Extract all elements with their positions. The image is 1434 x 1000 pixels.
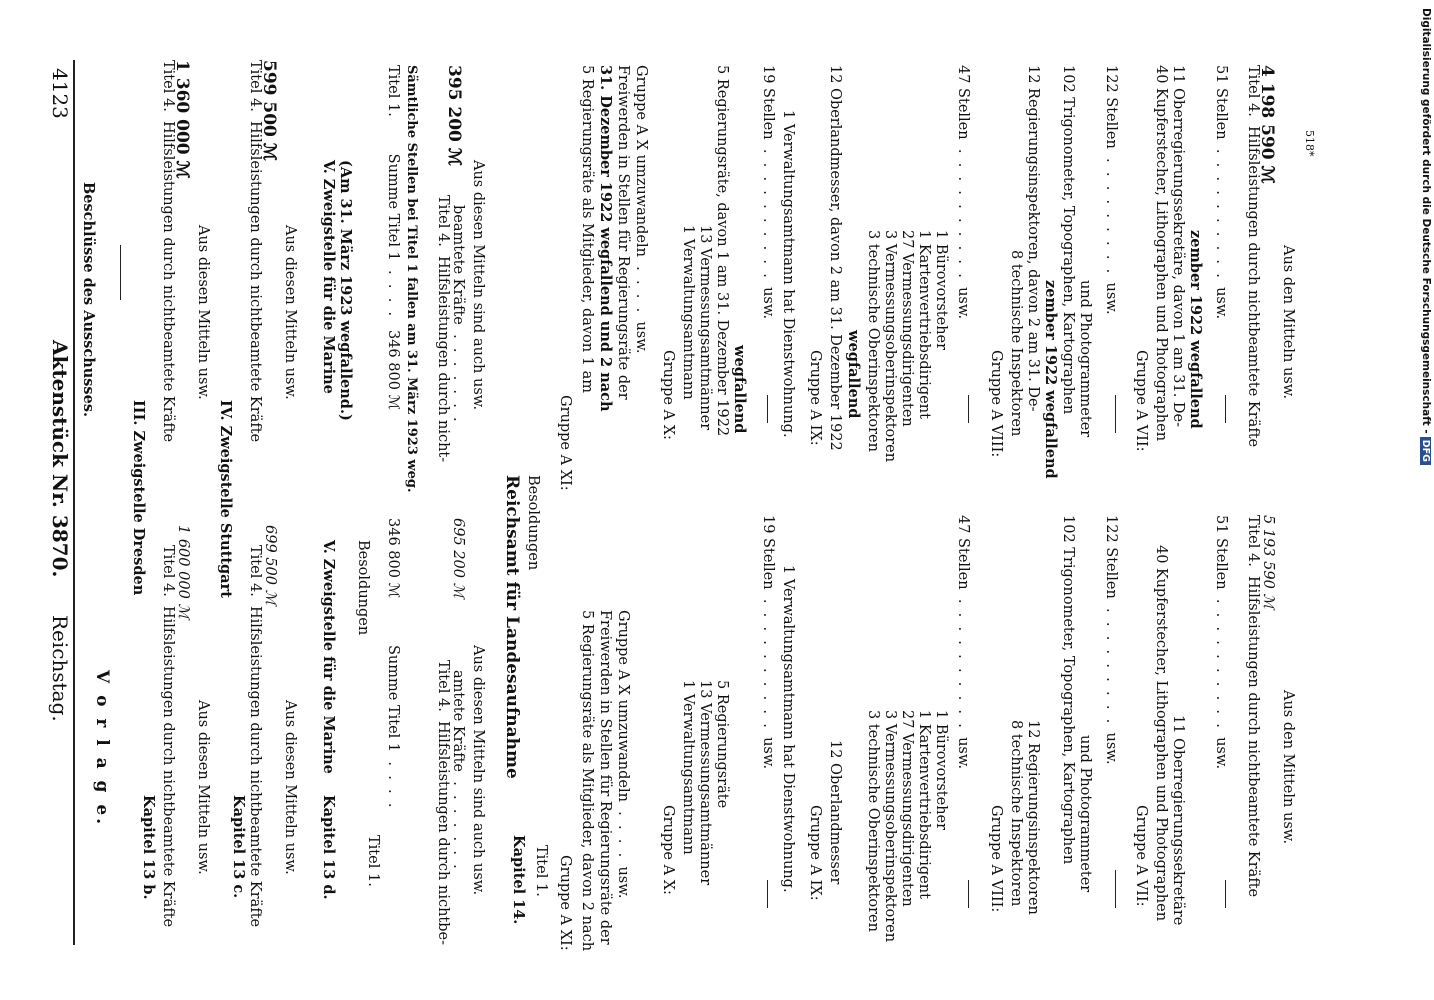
k13b-sub: Aus diesen Mitteln usw.: [195, 700, 211, 875]
dresden-sub: Aus diesen Mitteln usw.: [195, 225, 211, 400]
dresden-amount: 1 360 000 ℳ: [172, 60, 192, 179]
r-gix-sum-rule: [968, 395, 969, 423]
k13c-line: Titel 4. Hilfsleistungen durch nichtbeamtete Kräfte: [247, 545, 263, 928]
k13d-sub: Aus diesen Mitteln sind auch usw.: [470, 645, 486, 896]
r-gxi-line-1: 5 Regierungsräte als Mitglieder, davon 1 am: [579, 65, 595, 393]
r-gvii-line-2: 11 Oberregierungssekretäre, davon 1 am 31. De-: [1170, 65, 1186, 428]
r-gx-label: Gruppe A X:: [660, 350, 676, 440]
k13c-amount: 699 500 ℳ: [262, 525, 278, 606]
r-k14-sub: Aus den Mitteln usw.: [1280, 245, 1296, 400]
r-gx-note: 1 Verwaltungsamtmann hat Dienstwohnung.: [780, 110, 796, 438]
gviii-stellen: 122 Stellen . . . . . . . . . usw.: [1103, 515, 1119, 765]
besoldungen-heading-2: Besoldungen: [525, 475, 541, 571]
r-gvii-line-3: zember 1922 wegfallend: [1187, 230, 1204, 429]
r-gviii-line-2: 12 Regierungsinspektoren, davon 2 am 31. De-: [1025, 65, 1041, 412]
gix-line-1: 12 Oberlandmesser: [827, 740, 843, 885]
r-gvii-label: Gruppe A VII:: [1133, 350, 1149, 452]
gx-label: Gruppe A X:: [660, 805, 676, 895]
k13d-titel4-amount: 695 200 ℳ: [450, 518, 466, 599]
stuttgart-amount: 599 500 ℳ: [259, 60, 279, 161]
r-gviii-stellen: 122 Stellen . . . . . . . . . usw.: [1103, 65, 1119, 315]
r-gviii-line-1: 8 technische Inspektoren: [1008, 250, 1024, 437]
gxi-line-1: 5 Regierungsräte als Mitglieder, davon 2 nach: [579, 610, 595, 952]
vorlage-heading: V o r l a g e.: [92, 670, 112, 828]
gxi-label: Gruppe A XI:: [557, 855, 573, 951]
stuttgart-sub: Aus diesen Mitteln usw.: [282, 225, 298, 400]
k14-titel1: Titel 1.: [533, 845, 549, 897]
marine-titel4b: beamtete Kräfte . . . . . . .: [450, 205, 466, 422]
digitization-credit-text: Digitalisierung gefördert durch die Deutsche Forschungsgemeinschaft -: [1420, 8, 1432, 434]
r-gxi-line-2: 31. Dezember 1922 wegfallend und 2 nach: [597, 65, 614, 412]
gviii-line-2: 12 Regierungsinspektoren: [1025, 720, 1041, 915]
gx-line-2: 13 Vermessungsamtmänner: [697, 680, 713, 886]
gvii-line-2: 11 Oberregierungssekretäre: [1170, 715, 1186, 926]
marine-heading-2: (Am 31. März 1923 wegfallend.): [337, 160, 354, 421]
r-gix-line-6: 1 Kartenvertriebsdirigent: [916, 230, 932, 419]
heading-rule: [120, 245, 121, 300]
k13c-label: Kapitel 13 c.: [230, 795, 247, 899]
beschluesse-heading: Beschlüsse des Ausschusses.: [80, 182, 97, 418]
gix-line-3: 3 technische Oberinspektoren: [865, 710, 881, 932]
gix-line-4: 3 Vermessungsoberinspektoren: [882, 710, 898, 943]
iii-heading: III. Zweigstelle Dresden: [130, 400, 147, 596]
besoldungen-heading: Besoldungen: [355, 540, 371, 636]
k14-sub: Aus den Mitteln usw.: [1280, 690, 1296, 845]
marine-note: Sämtliche Stellen bei Titel 1 fallen am 31. März 1923 weg.: [404, 65, 419, 493]
gix-line-7: 1 Bürovorsteher: [933, 710, 949, 831]
gvii-stellen: 51 Stellen . . . . . . . . . . usw.: [1213, 515, 1229, 770]
stuttgart-line: Titel 4. Hilfsleistungen durch nichtbeamtete Kräfte: [247, 60, 263, 443]
gix-label: Gruppe A IX:: [807, 805, 823, 901]
k14-titel4: Titel 4. Hilfsleistungen durch nichtbeamtete Kräfte: [1245, 515, 1261, 898]
gxi-line-3: Gruppe A X umzuwandeln . . . . usw.: [615, 610, 631, 899]
gix-line-6: 1 Kartenvertriebsdirigent: [916, 710, 932, 899]
gx-line-3: 5 Regierungsräte: [714, 680, 730, 809]
gviii-sum-rule: [1115, 870, 1116, 908]
marine-titel4-amount: 395 200 ℳ: [444, 65, 464, 166]
r-gviii-label: Gruppe A VIII:: [988, 350, 1004, 458]
k13c-sub: Aus diesen Mitteln usw.: [282, 700, 298, 875]
k13d-titel4b: amtete Kräfte . . . . . . .: [450, 670, 466, 869]
k14-titel4-amount: 5 193 590 ℳ: [1260, 515, 1276, 609]
gvii-line-1: 40 Kupferstecher, Lithographen und Photographen: [1153, 545, 1169, 922]
r-gix-line-7: 1 Bürovorsteher: [933, 230, 949, 351]
gix-stellen: 47 Stellen . . . . . . . . . . usw.: [955, 515, 971, 770]
gxi-line-2: Freiwerden in Stellen für Regierungsräte der: [597, 610, 613, 945]
r-gx-sum-rule: [767, 395, 768, 423]
r-gviii-line-4: 102 Trigonometer, Topographen, Kartographen: [1060, 65, 1076, 415]
gx-sum-rule: [767, 880, 768, 908]
k13d-titel1: Titel 1.: [365, 835, 381, 887]
header-rule: [73, 60, 75, 945]
marine-titel1: Titel 1. Summe Titel 1 . . . . 346 800 ℳ: [385, 65, 401, 411]
k13b-amount: 1 600 000 ℳ: [175, 525, 191, 619]
k13b-label: Kapitel 13 b.: [140, 795, 157, 900]
r-gx-line-1: 1 Verwaltungsamtmann: [680, 225, 696, 400]
header-title: Aktenstück Nr. 3870.: [48, 340, 72, 578]
gx-stellen: 19 Stellen . . . . . . . . . . usw.: [760, 515, 776, 770]
header-left: Reichstag.: [48, 615, 72, 722]
gix-line-5: 27 Vermessungsdirigenten: [899, 710, 915, 907]
marine-titel4a: Titel 4. Hilfsleistungen durch nicht-: [435, 195, 451, 463]
r-gxi-line-4: Gruppe A X umzuwandeln . . . . usw.: [633, 65, 649, 354]
gviii-line-1: 8 technische Inspektoren: [1008, 720, 1024, 907]
digitization-credit: [1420, 8, 1432, 465]
page-number: 4123: [48, 68, 72, 119]
gviii-line-5: und Photogrammeter: [1077, 735, 1093, 893]
k13d-summe: Summe Titel 1 . . . .: [385, 645, 401, 808]
dresden-line: Titel 4. Hilfsleistungen durch nichtbeamtete Kräfte: [160, 60, 176, 443]
r-gix-line-2: wegfallend: [845, 330, 862, 419]
iv-heading: IV. Zweigstelle Stuttgart: [217, 400, 234, 598]
r-gvii-sum-rule: [1225, 395, 1226, 423]
r-gviii-line-5: und Photogrammeter: [1077, 280, 1093, 438]
footer-mark: 518*: [1303, 130, 1316, 157]
r-gix-stellen: 47 Stellen . . . . . . . . . . usw.: [955, 65, 971, 320]
r-gix-line-5: 27 Vermessungsdirigenten: [899, 230, 915, 427]
k13b-line: Titel 4. Hilfsleistungen durch nichtbeamtete Kräfte: [160, 545, 176, 928]
gvii-sum-rule: [1225, 880, 1226, 908]
gviii-line-4: 102 Trigonometer, Topographen, Kartographen: [1060, 515, 1076, 865]
r-k14-titel4: Titel 4. Hilfsleistungen durch nichtbeamtete Kräfte: [1245, 65, 1261, 448]
marine-sub: Aus diesen Mitteln sind auch usw.: [470, 160, 486, 411]
r-gvii-stellen: 51 Stellen . . . . . . . . . . usw.: [1213, 65, 1229, 320]
r-gix-label: Gruppe A IX:: [807, 350, 823, 446]
r-gviii-sum-rule: [1115, 395, 1116, 433]
gix-sum-rule: [968, 880, 969, 908]
marine-heading: V. Zweigstelle für die Marine: [320, 160, 337, 394]
r-k14-titel4-amount: 4 198 590 ℳ: [1257, 65, 1277, 184]
dfg-logo: DFG: [1420, 437, 1431, 465]
k13d-titel4a: Titel 4. Hilfsleistungen durch nichtbe-: [435, 660, 451, 946]
k13d-heading: V. Zweigstelle für die Marine: [320, 540, 337, 774]
gx-line-1: 1 Verwaltungsamtmann: [680, 680, 696, 855]
r-gx-line-2: 13 Vermessungsamtmänner: [697, 225, 713, 431]
gx-note: 1 Verwaltungsamtmann hat Dienstwohnung.: [780, 565, 796, 893]
reichsamt-heading: Reichsamt für Landesaufnahme: [502, 475, 522, 779]
r-gix-line-3: 3 technische Oberinspektoren: [865, 230, 881, 452]
r-gx-line-4: wegfallend: [731, 345, 748, 434]
k13d-summe-amount: 346 800 ℳ: [385, 518, 401, 599]
r-gx-line-3: 5 Regierungsräte, davon 1 am 31. Dezember 1922: [714, 65, 730, 437]
gvii-label: Gruppe A VII:: [1133, 805, 1149, 907]
r-gxi-line-3: Freiwerden in Stellen für Regierungsräte der: [615, 65, 631, 400]
k14-label: Kapitel 14.: [510, 835, 527, 925]
gviii-label: Gruppe A VIII:: [988, 805, 1004, 913]
r-gxi-label: Gruppe A XI:: [557, 395, 573, 491]
r-gix-line-4: 3 Vermessungsoberinspektoren: [882, 230, 898, 463]
k13d-label: Kapitel 13 d.: [320, 795, 337, 900]
r-gix-line-1: 12 Oberlandmesser, davon 2 am 31. Dezember 1922: [827, 65, 843, 451]
r-gx-stellen: 19 Stellen . . . . . . . . . . usw.: [760, 65, 776, 320]
r-gvii-line-1: 40 Kupferstecher, Lithographen und Photographen: [1153, 65, 1169, 442]
r-gviii-line-3: zember 1922 wegfallend: [1042, 280, 1059, 479]
